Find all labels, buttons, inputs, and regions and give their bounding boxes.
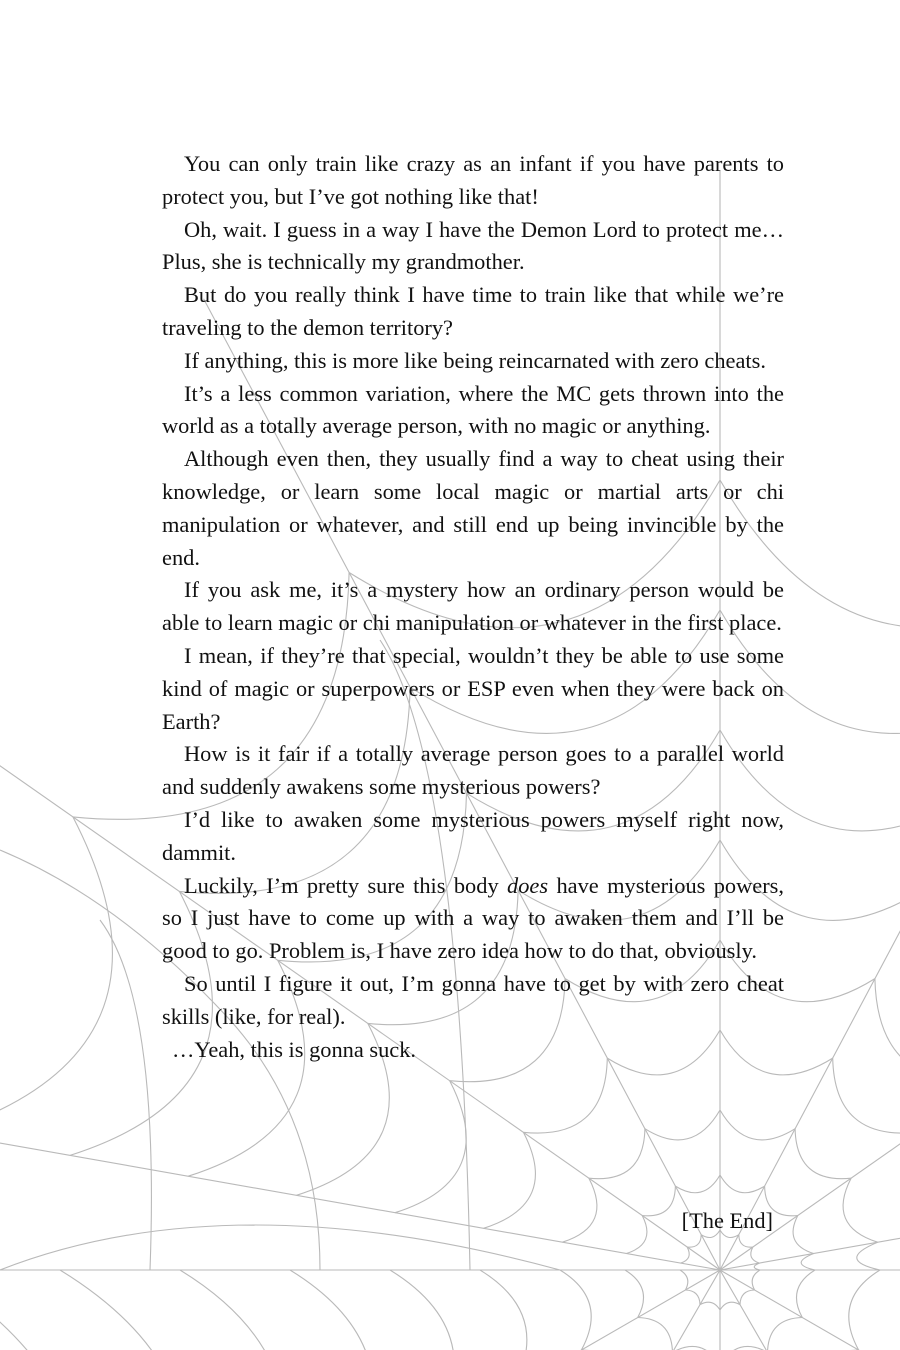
end-marker: [The End] (681, 1208, 773, 1233)
paragraph-13: …Yeah, this is gonna suck. (172, 1036, 417, 1062)
paragraph-1: You can only train like crazy as an infant if you have parents to protect you, but I’ve got nothing like that! (162, 151, 784, 209)
story-text (162, 148, 784, 1066)
paragraph-5: It’s a less common variation, where the MC gets thrown into the world as a totally average person, with no magic or anything. (162, 380, 784, 439)
paragraph-10: I’d like to awaken some mysterious powers myself right now, dammit. (162, 806, 784, 865)
paragraph-9: How is it fair if a totally average person goes to a parallel world and suddenly awakens some mysterious powers? (162, 741, 784, 800)
paragraph-6: Although even then, they usually find a way to cheat using their knowledge, or learn some local magic or martial arts or chi manipulation or whatever, and still end up being invincible by the end. (162, 446, 784, 570)
paragraph-12: So until I figure it out, I’m gonna have to get by with zero cheat skills (like, for real). (162, 970, 784, 1029)
paragraph-8: I mean, if they’re that special, wouldn’t they be able to use some kind of magic or superpowers or ESP even when they were back on Earth? (162, 642, 784, 734)
paragraph-11-after: have mysterious powers, so I just have to come up with a way to awaken them and I’ll be good to go. Problem is, I have zero idea how to do that, obviously. (162, 872, 784, 964)
paragraph-2: Oh, wait. I guess in a way I have the Demon Lord to protect me… Plus, she is technically my grandmother. (162, 216, 784, 275)
paragraph-4: If anything, this is more like being reincarnated with zero cheats. (184, 347, 766, 373)
paragraph-11-emphasis: does (507, 872, 549, 898)
paragraph-3: But do you really think I have time to train like that while we’re traveling to the demon territory? (162, 282, 784, 340)
paragraph-7: If you ask me, it’s a mystery how an ordinary person would be able to learn magic or chi manipulation or whatever in the first place. (162, 577, 784, 636)
paragraph-11-before: Luckily, I’m pretty sure this body (184, 872, 508, 898)
paragraph-11 (162, 870, 784, 968)
